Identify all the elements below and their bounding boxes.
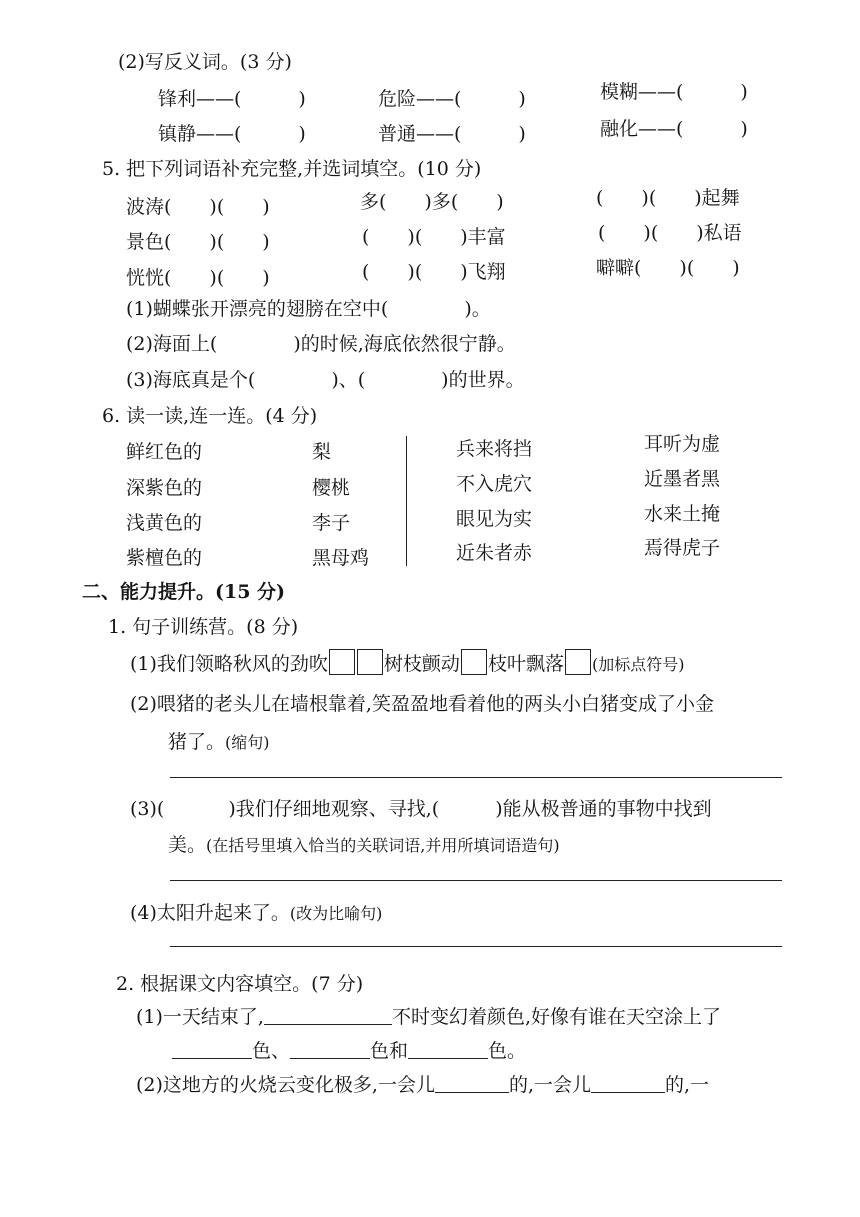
sentence-3-line1 [130, 797, 712, 821]
q6-left-a: 浅黄色的 [126, 512, 203, 534]
punctuation-box[interactable] [329, 649, 355, 675]
q5-word: 景色( )( ) [126, 231, 270, 253]
antonym-item: 普通——( ) [378, 123, 526, 145]
sentence-1 [130, 649, 684, 677]
q6-left-a: 鲜红色的 [126, 441, 203, 463]
sentence-3-text: 美。 [168, 834, 207, 856]
q5-sentence: (3)海底真是个( )、( )的世界。 [126, 369, 525, 391]
q6-left-a: 深紫色的 [126, 477, 203, 499]
q2-s1-part-b: 不时变幻着颜色,好像有谁在天空涂上了 [391, 1006, 722, 1028]
sentence-3-note: (在括号里填入恰当的关联词语,并用所填词语造句) [206, 836, 560, 855]
q5-word: 噼噼( )( ) [596, 257, 740, 279]
sentence-2-line2 [168, 730, 270, 755]
sentence-4-note: (改为比喻句) [289, 904, 383, 923]
fill-blank[interactable] [408, 1058, 488, 1059]
q2-s2-part-c: 的,一 [665, 1074, 710, 1096]
answer-line[interactable] [170, 946, 782, 947]
q5-word: 恍恍( )( ) [126, 267, 270, 289]
answer-line[interactable] [170, 777, 782, 778]
antonyms-heading: (2)写反义词。(3 分) [118, 51, 292, 73]
punctuation-box[interactable] [461, 649, 487, 675]
sentence-2-line1: (2)喂猪的老头儿在墙根靠着,笑盈盈地看着他的两头小白猪变成了小金 [130, 693, 714, 715]
antonym-item: 锋利——( ) [158, 88, 306, 110]
punctuation-box[interactable] [565, 649, 591, 675]
q5-word: 波涛( )( ) [126, 196, 270, 218]
sentence-3-line2 [168, 833, 560, 858]
sentence-2-note: (缩句) [225, 733, 270, 752]
answer-line[interactable] [170, 880, 782, 881]
q5-sentence: (2)海面上( )的时候,海底依然很宁静。 [126, 333, 516, 355]
sentence-1-note: (加标点符号) [591, 655, 685, 674]
fill-blank[interactable] [435, 1092, 509, 1093]
fill-blank[interactable] [264, 1024, 392, 1025]
part2-heading: 二、能力提升。(15 分) [82, 581, 286, 603]
q6-right-a: 兵来将挡 [456, 438, 533, 460]
q6-heading: 6. 读一读,连一连。(4 分) [102, 405, 318, 427]
sentence-4 [130, 901, 382, 926]
q6-right-b: 水来土掩 [644, 503, 721, 525]
q6-right-a: 眼见为实 [456, 508, 533, 530]
antonym-item: 镇静——( ) [158, 123, 306, 145]
sentence-3-part-b: )我们仔细地观察、寻找,( [228, 798, 440, 820]
fill-blank[interactable] [591, 1092, 665, 1093]
sentence-3-part-a: (3)( [130, 798, 165, 820]
q6-left-b: 梨 [312, 441, 332, 463]
q6-left-b: 樱桃 [312, 477, 351, 499]
match-divider [406, 436, 407, 566]
sentence-4-text: (4)太阳升起来了。 [130, 902, 290, 924]
q5-word: ( )( )起舞 [596, 187, 740, 209]
q6-right-b: 耳听为虚 [644, 433, 721, 455]
q6-left-a: 紫檀色的 [126, 547, 203, 569]
fill-blank[interactable] [290, 1058, 370, 1059]
q1-heading: 1. 句子训练营。(8 分) [108, 616, 299, 638]
q5-sentence: (1)蝴蝶张开漂亮的翅膀在空中( )。 [126, 298, 491, 320]
q6-left-b: 黑母鸡 [312, 547, 370, 569]
q5-heading: 5. 把下列词语补充完整,并选词填空。(10 分) [102, 158, 482, 180]
q2-sentence-1-line1 [136, 1005, 721, 1029]
sentence-1-part-a: (1)我们领略秋风的劲吹 [130, 653, 328, 675]
q2-s2-part-a: (2)这地方的火烧云变化极多,一会儿 [136, 1074, 435, 1096]
q6-right-b: 近墨者黑 [644, 468, 721, 490]
q5-word: ( )( )私语 [598, 222, 742, 244]
sentence-1-part-c: 枝叶飘落 [487, 653, 564, 675]
q6-right-b: 焉得虎子 [644, 537, 721, 559]
antonym-item: 危险——( ) [378, 88, 526, 110]
q2-s2-part-b: 的,一会儿 [508, 1074, 592, 1096]
sentence-1-part-b: 树枝颤动 [383, 653, 460, 675]
sentence-3-part-c: )能从极普通的事物中找到 [495, 798, 712, 820]
q2-s1-part-c: 色、 [252, 1040, 291, 1062]
antonym-item: 模糊——( ) [600, 81, 748, 103]
q6-right-a: 近朱者赤 [456, 542, 533, 564]
q2-sentence-1-line2 [172, 1039, 526, 1063]
q6-left-b: 李子 [312, 512, 351, 534]
antonym-item: 融化——( ) [600, 118, 748, 140]
q2-s1-part-a: (1)一天结束了, [136, 1006, 264, 1028]
q2-s1-part-e: 色。 [488, 1040, 527, 1062]
q6-right-a: 不入虎穴 [456, 473, 533, 495]
q2-heading: 2. 根据课文内容填空。(7 分) [116, 973, 364, 995]
q5-word: 多( )多( ) [360, 191, 504, 213]
punctuation-box[interactable] [357, 649, 383, 675]
q5-word: ( )( )飞翔 [362, 261, 506, 283]
fill-blank[interactable] [172, 1058, 252, 1059]
q2-sentence-2 [136, 1073, 709, 1097]
sentence-2-text: 猪了。 [168, 731, 226, 753]
q2-s1-part-d: 色和 [370, 1040, 409, 1062]
q5-word: ( )( )丰富 [362, 226, 506, 248]
